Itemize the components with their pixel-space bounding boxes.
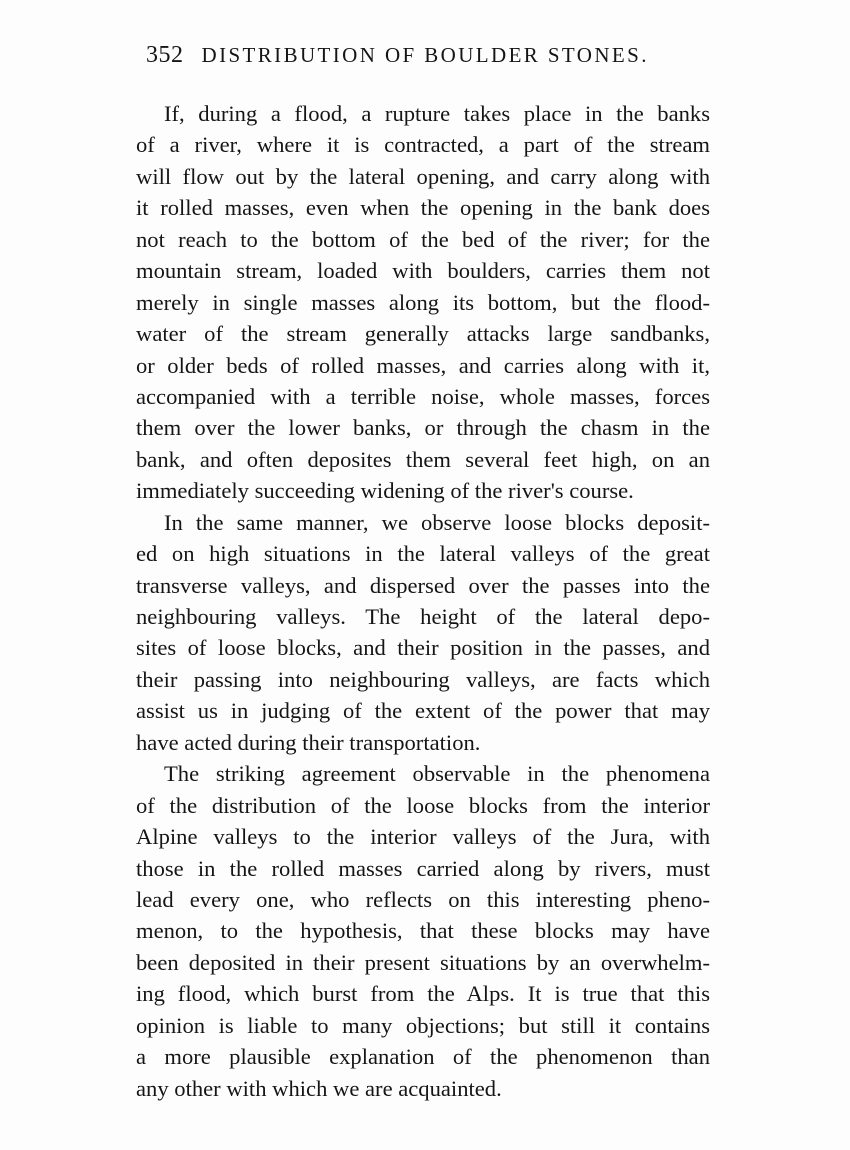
text-line: The striking agreement observable in the phenomena bbox=[164, 761, 710, 787]
running-head bbox=[146, 42, 666, 76]
text-line: of the distribution of the loose blocks from the interior bbox=[136, 792, 710, 818]
running-title: DISTRIBUTION OF BOULDER STONES. bbox=[201, 43, 649, 67]
text-line: merely in single masses along its bottom, but the flood- bbox=[136, 289, 710, 315]
text-line: Alpine valleys to the interior valleys of the Jura, with bbox=[136, 824, 710, 850]
text-line: them over the lower banks, or through the chasm in the bbox=[136, 415, 710, 441]
paragraph-lateral-valleys bbox=[136, 507, 710, 759]
text-line: those in the rolled masses carried along by rivers, must bbox=[136, 855, 710, 881]
text-line: it rolled masses, even when the opening in the bank does bbox=[136, 195, 710, 221]
text-line: or older beds of rolled masses, and carries along with it, bbox=[136, 352, 710, 378]
page-number: 352 bbox=[146, 42, 184, 68]
text-line: opinion is liable to many objections; but still it contains bbox=[136, 1012, 710, 1038]
text-line: their passing into neighbouring valleys, are facts which bbox=[136, 666, 710, 692]
text-line: accompanied with a terrible noise, whole masses, forces bbox=[136, 383, 710, 409]
text-line: water of the stream generally attacks large sandbanks, bbox=[136, 321, 710, 347]
text-line: not reach to the bottom of the bed of the river; for the bbox=[136, 226, 710, 252]
text-line: transverse valleys, and dispersed over the passes into the bbox=[136, 572, 710, 598]
text-line: menon, to the hypothesis, that these blocks may have bbox=[136, 918, 710, 944]
text-line: neighbouring valleys. The height of the lateral depo- bbox=[136, 604, 710, 629]
text-line: assist us in judging of the extent of the power that may bbox=[136, 698, 710, 724]
text-line: any other with which we are acquainted. bbox=[136, 1075, 502, 1101]
text-line: In the same manner, we observe loose blocks deposit- bbox=[164, 509, 710, 535]
text-line: of a river, where it is contracted, a part of the stream bbox=[136, 132, 710, 158]
body-text bbox=[136, 98, 710, 1108]
text-line: have acted during their transportation. bbox=[136, 729, 481, 755]
text-line: If, during a flood, a rupture takes place in the banks bbox=[164, 101, 710, 126]
text-line: ed on high situations in the lateral valleys of the great bbox=[136, 541, 710, 567]
paragraph-alpine-hypothesis bbox=[136, 758, 710, 1104]
text-line: will flow out by the lateral opening, and carry along with bbox=[136, 163, 710, 189]
text-line: mountain stream, loaded with boulders, carries them not bbox=[136, 258, 710, 284]
text-line: been deposited in their present situations by an overwhelm- bbox=[136, 949, 710, 975]
text-line: a more plausible explanation of the phenomenon than bbox=[136, 1044, 710, 1070]
text-line: immediately succeeding widening of the river's course. bbox=[136, 478, 634, 504]
paragraph-flood-rupture bbox=[136, 98, 710, 507]
text-line: ing flood, which burst from the Alps. It is true that this bbox=[136, 981, 710, 1007]
text-line: bank, and often deposites them several feet high, on an bbox=[136, 446, 710, 472]
text-line: sites of loose blocks, and their position in the passes, and bbox=[136, 635, 710, 661]
text-line: lead every one, who reflects on this interesting pheno- bbox=[136, 886, 710, 912]
